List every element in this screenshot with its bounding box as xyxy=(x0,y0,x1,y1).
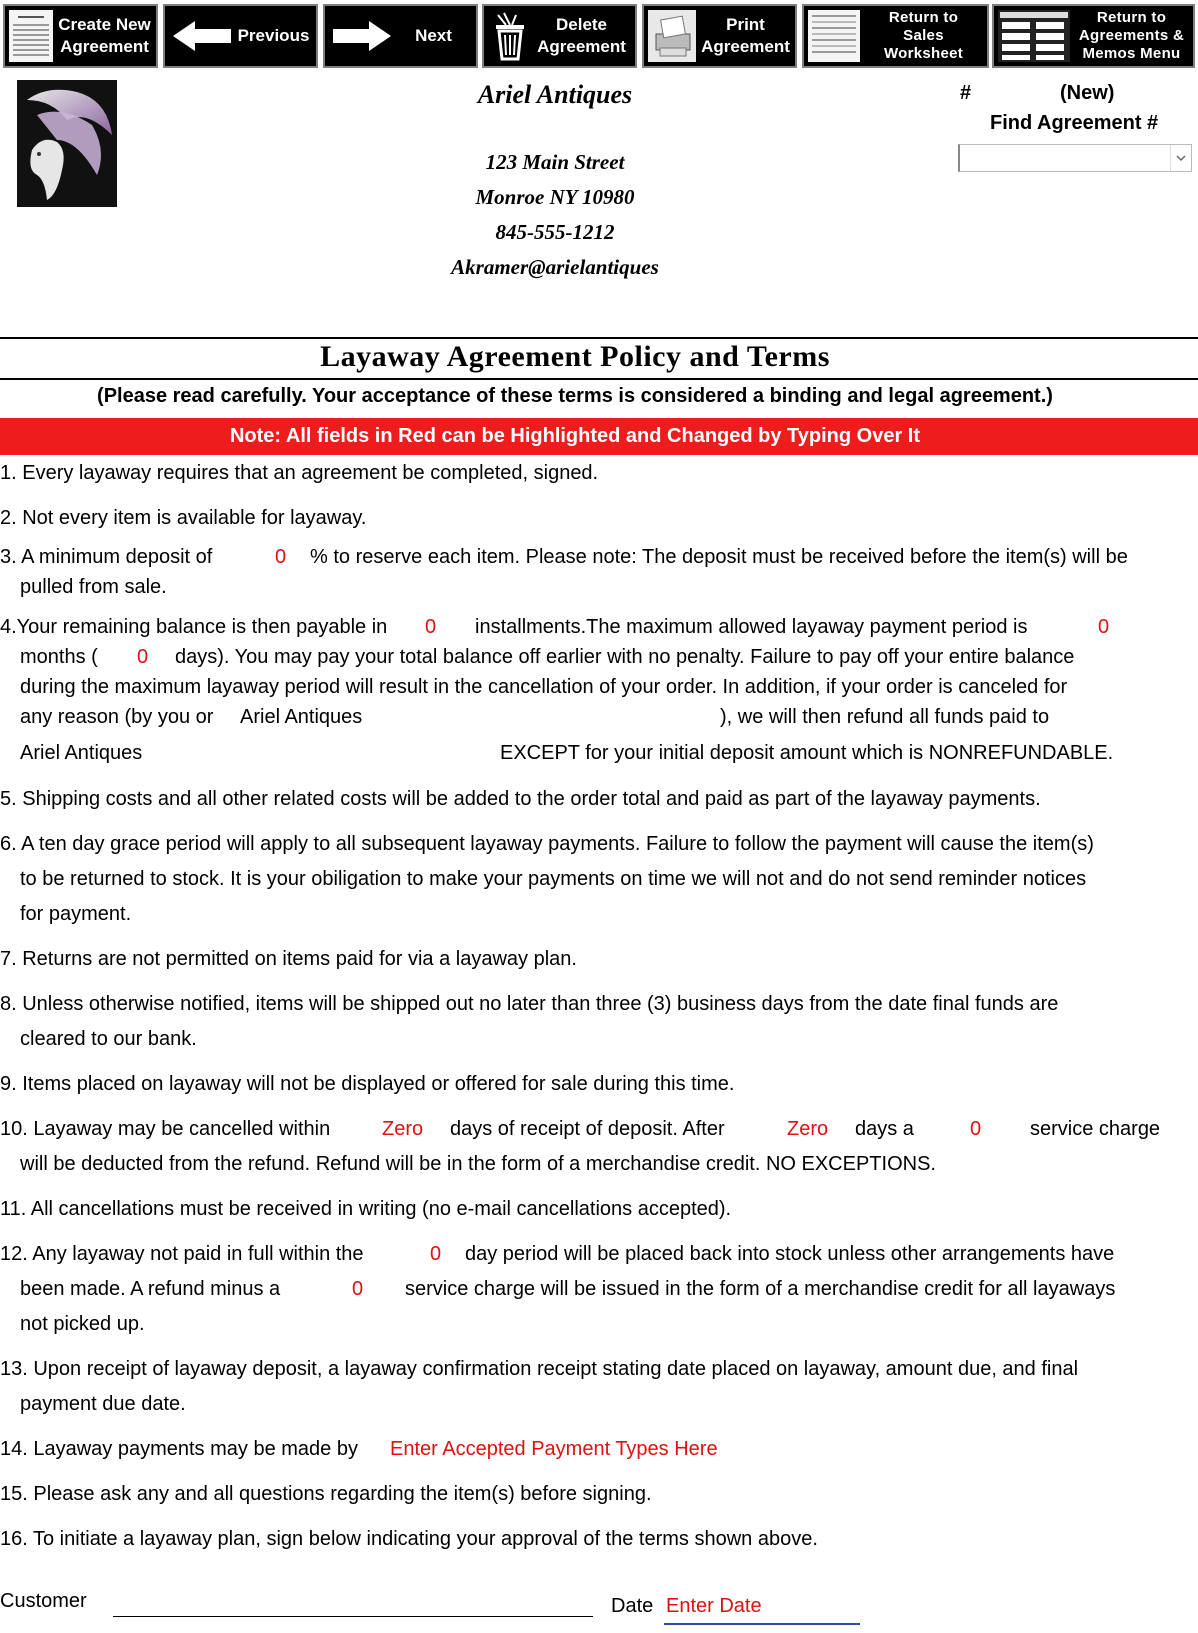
term-6-text-a: 6. A ten day grace period will apply to all subsequent layaway payments. Failure to follow the payment will cause the item(s) xyxy=(0,833,1094,855)
agreement-number-value: (New) xyxy=(1060,82,1115,104)
pegasus-logo-icon xyxy=(17,80,117,207)
red-fields-note xyxy=(0,418,1198,455)
term-10-text-d: service charge xyxy=(1030,1118,1161,1140)
customer-signature-line[interactable] xyxy=(113,1616,593,1617)
full-payment-days-field[interactable]: 0 xyxy=(430,1243,442,1265)
date-field[interactable]: Enter Date xyxy=(666,1595,762,1617)
service-charge-field-2[interactable]: 0 xyxy=(352,1278,364,1300)
term-5: 5. Shipping costs and all other related costs will be added to the order total and paid as part of the layaway payments. xyxy=(0,788,1041,810)
return-menu-label-1: Return to xyxy=(1096,9,1167,26)
print-label-2: Agreement xyxy=(701,37,790,56)
printer-icon xyxy=(648,10,696,62)
agreement-document-icon xyxy=(9,10,53,62)
create-new-label-2: Agreement xyxy=(60,37,149,56)
term-4-text-f: any reason (by you or xyxy=(20,706,214,728)
term-15: 15. Please ask any and all questions regarding the item(s) before signing. xyxy=(0,1483,652,1505)
term-13-text-a: 13. Upon receipt of layaway deposit, a layaway confirmation receipt stating date placed on layaway, amount due, and final xyxy=(0,1358,1079,1380)
date-underline xyxy=(664,1623,860,1625)
company-street: 123 Main Street xyxy=(485,150,625,174)
after-days-field[interactable]: Zero xyxy=(787,1118,829,1140)
create-new-agreement-button[interactable] xyxy=(3,4,158,68)
term-4-text-a: 4.Your remaining balance is then payable in xyxy=(0,616,388,638)
find-agreement-label: Find Agreement # xyxy=(990,112,1159,134)
payment-types-field[interactable]: Enter Accepted Payment Types Here xyxy=(390,1438,718,1460)
agreement-number-hash: # xyxy=(960,82,972,104)
previous-label: Previous xyxy=(237,26,310,45)
service-charge-field-1[interactable]: 0 xyxy=(970,1118,982,1140)
term-12-text-a: 12. Any layaway not paid in full within the xyxy=(0,1243,364,1265)
term-4-company-1: Ariel Antiques xyxy=(240,706,363,728)
menu-grid-icon xyxy=(998,10,1070,62)
dropdown-arrow[interactable] xyxy=(1170,145,1191,171)
max-days-field[interactable]: 0 xyxy=(137,646,149,668)
term-8-text-b: cleared to our bank. xyxy=(20,1028,197,1050)
return-menu-label-3: Memos Menu xyxy=(1082,45,1181,62)
delete-label-2: Agreement xyxy=(537,37,626,56)
return-sales-label-2: Sales xyxy=(903,27,944,44)
term-6-text-c: for payment. xyxy=(20,903,132,925)
document-title: Layaway Agreement Policy and Terms xyxy=(320,340,830,373)
installments-field[interactable]: 0 xyxy=(425,616,437,638)
print-label-1: Print xyxy=(726,15,765,34)
worksheet-icon xyxy=(808,10,860,62)
delete-label-1: Delete xyxy=(555,15,608,34)
return-to-agreements-menu-button[interactable] xyxy=(992,4,1195,68)
print-agreement-button[interactable] xyxy=(642,4,797,68)
term-4-text-h: EXCEPT for your initial deposit amount which is NONREFUNDABLE. xyxy=(500,742,1114,764)
term-4-text-g: ), we will then refund all funds paid to xyxy=(720,706,1050,728)
delete-agreement-button[interactable] xyxy=(482,4,637,68)
term-13-text-b: payment due date. xyxy=(20,1393,186,1415)
customer-label: Customer xyxy=(0,1590,87,1612)
date-label: Date xyxy=(611,1595,654,1617)
trash-icon xyxy=(492,11,528,61)
next-button[interactable] xyxy=(323,4,478,68)
term-2: 2. Not every item is available for layaway. xyxy=(0,507,367,529)
term-12-text-d: service charge will be issued in the form of a merchandise credit for all layaways xyxy=(405,1278,1116,1300)
term-3-text-b: % to reserve each item. Please note: The deposit must be received before the item(s) will be xyxy=(310,546,1128,568)
term-11: 11. All cancellations must be received in writing (no e-mail cancellations accepted). xyxy=(0,1198,732,1220)
next-label: Next xyxy=(415,26,452,45)
return-sales-label-3: Worksheet xyxy=(883,45,964,62)
title-bottom-rule xyxy=(0,378,1198,380)
term-10-text-e: will be deducted from the refund. Refund will be in the form of a merchandise credit. NO EXCEPTIONS. xyxy=(20,1153,936,1175)
deposit-percent-field[interactable]: 0 xyxy=(275,546,287,568)
term-16: 16. To initiate a layaway plan, sign below indicating your approval of the terms shown above. xyxy=(0,1528,818,1550)
company-city: Monroe NY 10980 xyxy=(475,185,635,209)
company-email: Akramer@arielantiques xyxy=(451,255,659,279)
term-4-text-c: months ( xyxy=(20,646,98,668)
term-4-text-d: days). You may pay your total balance off earlier with no penalty. Failure to pay off your entire balance xyxy=(175,646,1075,668)
arrow-right-icon xyxy=(333,21,391,51)
company-phone: 845-555-1212 xyxy=(495,220,615,244)
previous-button[interactable] xyxy=(163,4,318,68)
term-8-text-a: 8. Unless otherwise notified, items will be shipped out no later than three (3) business days from the date final funds are xyxy=(0,993,1059,1015)
term-10-text-c: days a xyxy=(855,1118,914,1140)
cancel-days-field[interactable]: Zero xyxy=(382,1118,424,1140)
max-months-field[interactable]: 0 xyxy=(1098,616,1110,638)
term-4-company-2: Ariel Antiques xyxy=(20,742,143,764)
document-subtitle: (Please read carefully. Your acceptance of these terms is considered a binding and legal agreement.) xyxy=(97,385,1053,407)
return-to-sales-worksheet-button[interactable] xyxy=(802,4,989,68)
term-4-text-e: during the maximum layaway period will result in the cancellation of your order. In addition, if your order is canceled for xyxy=(20,676,1068,698)
term-3-text-a: 3. A minimum deposit of xyxy=(0,546,213,568)
term-10-text-b: days of receipt of deposit. After xyxy=(450,1118,725,1140)
term-6-text-b: to be returned to stock. It is your obiligation to make your payments on time we will not and do not send reminder notices xyxy=(20,868,1087,890)
find-agreement-dropdown[interactable] xyxy=(958,144,1192,172)
term-4-text-b: installments.The maximum allowed layaway payment period is xyxy=(475,616,1028,638)
red-fields-note-text: Note: All fields in Red can be Highlighted and Changed by Typing Over It xyxy=(229,425,921,447)
term-1: 1. Every layaway requires that an agreement be completed, signed. xyxy=(0,462,599,484)
return-sales-label-1: Return to xyxy=(888,9,959,26)
company-name: Ariel Antiques xyxy=(477,80,633,109)
term-10-text-a: 10. Layaway may be cancelled within xyxy=(0,1118,331,1140)
return-menu-label-2: Agreements & xyxy=(1078,27,1185,44)
term-9: 9. Items placed on layaway will not be displayed or offered for sale during this time. xyxy=(0,1073,735,1095)
company-logo xyxy=(17,80,117,207)
term-12-text-e: not picked up. xyxy=(20,1313,145,1335)
term-7: 7. Returns are not permitted on items paid for via a layaway plan. xyxy=(0,948,577,970)
term-12-text-c: been made. A refund minus a xyxy=(20,1278,281,1300)
term-12-text-b: day period will be placed back into stock unless other arrangements have xyxy=(465,1243,1115,1265)
create-new-label-1: Create New xyxy=(58,15,151,34)
term-14-text-a: 14. Layaway payments may be made by xyxy=(0,1438,358,1460)
title-top-rule xyxy=(0,337,1198,339)
arrow-left-icon xyxy=(173,21,231,51)
term-3-text-c: pulled from sale. xyxy=(20,576,167,598)
chevron-down-icon xyxy=(1171,145,1191,171)
